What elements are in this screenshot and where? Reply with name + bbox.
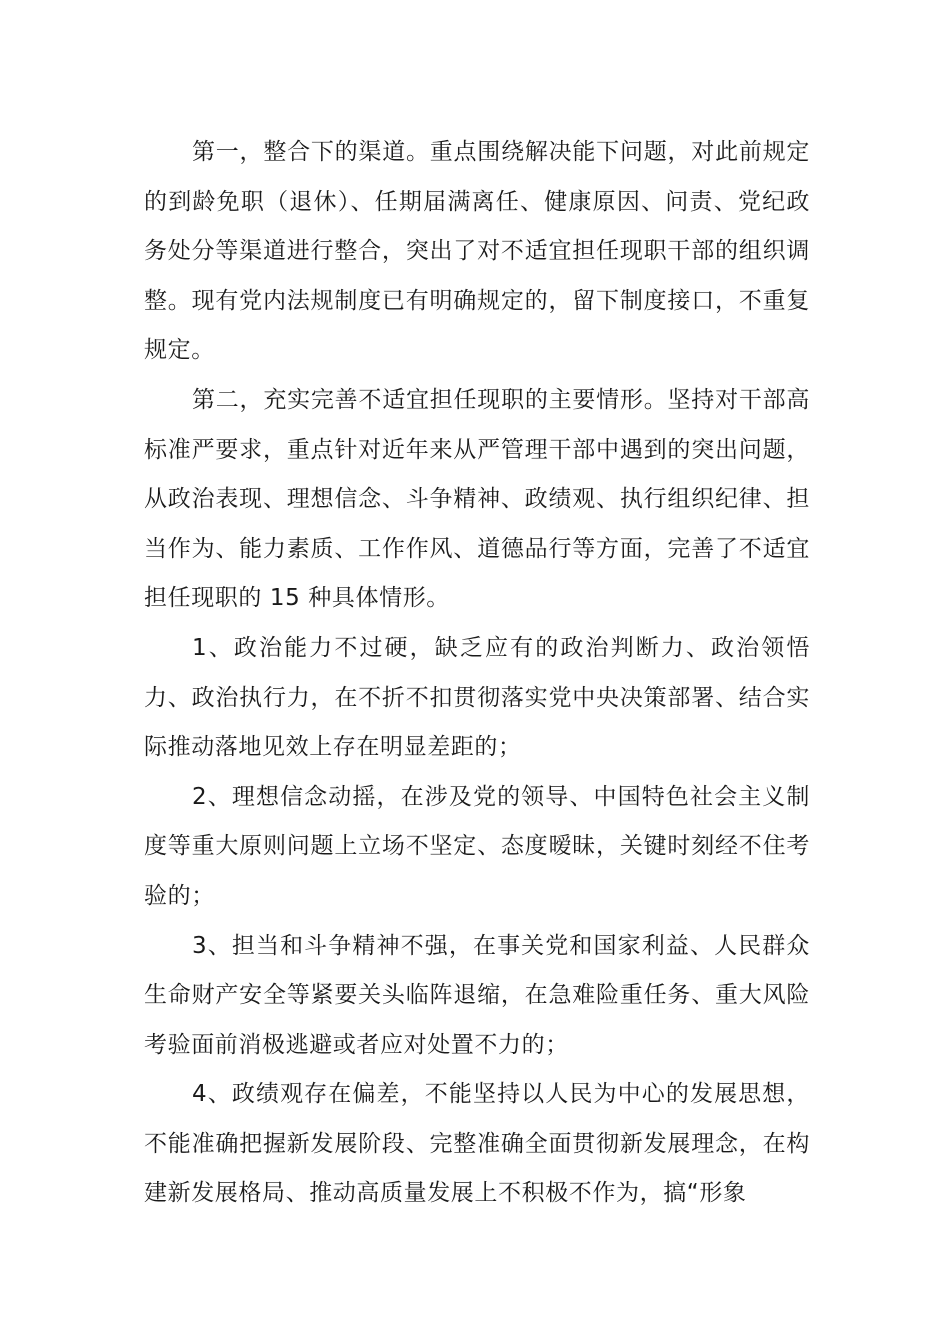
list-item-performance-view: 4、政绩观存在偏差，不能坚持以人民为中心的发展思想，不能准确把握新发展阶段、完整准确全面贯彻新发展理念，在构建新发展格局、推动高质量发展上不积极不作为，搞“形象 bbox=[144, 1081, 810, 1207]
list-item-political-ability: 1、政治能力不过硬，缺乏应有的政治判断力、政治领悟力、政治执行力，在不折不扣贯彻落实党中央决策部署、结合实际推动落地见效上存在明显差距的； bbox=[144, 634, 810, 761]
paragraph-channel-integration: 第一，整合下的渠道。重点围绕解决能下问题，对此前规定的到龄免职（退休）、任期届满离任、健康原因、问责、党纪政务处分等渠道进行整合，突出了对不适宜担任现职干部的组织调整。现有党内法规制度已有明确规定的，留下制度接口，不重复规定。 bbox=[144, 139, 810, 364]
document-body bbox=[144, 128, 810, 1219]
paragraph-main-situations: 第二，充实完善不适宜担任现职的主要情形。坚持对干部高标准严要求，重点针对近年来从严管理干部中遇到的突出问题，从政治表现、理想信念、斗争精神、政绩观、执行组织纪律、担当作为、能力素质、工作作风、道德品行等方面，完善了不适宜担任现职的 15 种具体情形。 bbox=[144, 386, 810, 612]
list-item-ideals-beliefs: 2、理想信念动摇，在涉及党的领导、中国特色社会主义制度等重大原则问题上立场不坚定、态度暧昧，关键时刻经不住考验的； bbox=[144, 783, 810, 909]
list-item-responsibility-struggle: 3、担当和斗争精神不强，在事关党和国家利益、人民群众生命财产安全等紧要关头临阵退缩，在急难险重任务、重大风险考验面前消极逃避或者应对处置不力的； bbox=[144, 932, 810, 1058]
